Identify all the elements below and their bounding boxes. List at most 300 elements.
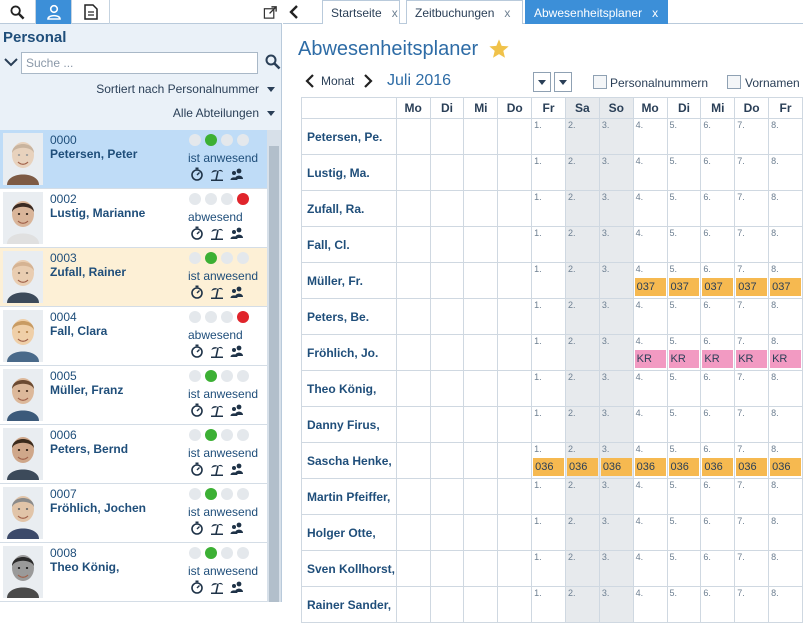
- row-employee-name[interactable]: Lustig, Ma.: [302, 155, 397, 191]
- chevron-left-icon[interactable]: [305, 74, 315, 88]
- day-number: 2.: [567, 192, 576, 202]
- day-cell[interactable]: [769, 479, 803, 515]
- absence-entry[interactable]: KR: [702, 350, 733, 368]
- avatar: [3, 192, 43, 244]
- employee-list-item[interactable]: [0, 130, 267, 189]
- day-cell[interactable]: [498, 191, 532, 227]
- day-number: 3.: [601, 372, 610, 382]
- employee-list-item[interactable]: [0, 425, 267, 484]
- day-cell[interactable]: [735, 407, 769, 443]
- day-cell[interactable]: [464, 479, 498, 515]
- team-icon[interactable]: [230, 462, 244, 476]
- day-cell[interactable]: [498, 371, 532, 407]
- day-cell[interactable]: [667, 479, 701, 515]
- day-cell[interactable]: [633, 119, 667, 155]
- day-cell[interactable]: [599, 191, 633, 227]
- close-icon[interactable]: x: [652, 5, 659, 20]
- tab-zeitbuchungen[interactable]: [406, 0, 523, 24]
- day-cell[interactable]: [498, 515, 532, 551]
- day-cell[interactable]: [667, 119, 701, 155]
- employee-actions: [190, 167, 244, 181]
- day-cell[interactable]: [532, 443, 566, 479]
- day-cell[interactable]: [532, 335, 566, 371]
- search-input[interactable]: [21, 52, 258, 74]
- day-cell[interactable]: [633, 335, 667, 371]
- day-cell[interactable]: [565, 479, 599, 515]
- day-cell[interactable]: [599, 155, 633, 191]
- day-cell[interactable]: [599, 443, 633, 479]
- vacation-icon[interactable]: [210, 167, 224, 181]
- day-cell[interactable]: [599, 299, 633, 335]
- day-cell[interactable]: [633, 227, 667, 263]
- day-cell[interactable]: [430, 587, 464, 623]
- absence-entry[interactable]: KR: [736, 350, 767, 368]
- day-cell[interactable]: [599, 407, 633, 443]
- day-cell[interactable]: [498, 443, 532, 479]
- employee-list-item[interactable]: [0, 307, 267, 366]
- sort-select[interactable]: [96, 82, 275, 96]
- day-cell[interactable]: [769, 587, 803, 623]
- day-number: 4.: [635, 264, 644, 274]
- day-cell[interactable]: [396, 407, 430, 443]
- row-employee-name[interactable]: Müller, Fr.: [302, 263, 397, 299]
- status-dot: [221, 193, 233, 205]
- day-cell[interactable]: [769, 227, 803, 263]
- employee-list-item[interactable]: [0, 248, 267, 307]
- absence-entry[interactable]: KR: [635, 350, 666, 368]
- day-cell[interactable]: [701, 119, 735, 155]
- avatar: [3, 251, 43, 303]
- day-cell[interactable]: [464, 191, 498, 227]
- day-cell[interactable]: [769, 191, 803, 227]
- vacation-icon[interactable]: [210, 521, 224, 535]
- day-cell[interactable]: [464, 443, 498, 479]
- day-cell[interactable]: [464, 515, 498, 551]
- day-cell[interactable]: [532, 155, 566, 191]
- day-number: 4.: [635, 444, 644, 454]
- absence-entry[interactable]: 036: [770, 458, 801, 476]
- search-icon[interactable]: [265, 54, 281, 70]
- day-cell[interactable]: [565, 119, 599, 155]
- day-cell[interactable]: [532, 299, 566, 335]
- day-number: 3.: [601, 408, 610, 418]
- day-cell[interactable]: [667, 407, 701, 443]
- day-cell[interactable]: [565, 263, 599, 299]
- day-cell[interactable]: [599, 227, 633, 263]
- day-cell[interactable]: [430, 155, 464, 191]
- absence-entry[interactable]: 036: [601, 458, 632, 476]
- day-cell[interactable]: [430, 227, 464, 263]
- day-cell[interactable]: [430, 335, 464, 371]
- day-cell[interactable]: [735, 443, 769, 479]
- chevron-down-icon[interactable]: [3, 54, 19, 70]
- absence-entry[interactable]: 036: [736, 458, 767, 476]
- day-cell[interactable]: [735, 479, 769, 515]
- row-employee-name[interactable]: Theo König,: [302, 371, 397, 407]
- day-cell[interactable]: [396, 119, 430, 155]
- day-number: 2.: [567, 336, 576, 346]
- day-cell[interactable]: [498, 479, 532, 515]
- day-number: 2.: [567, 408, 576, 418]
- stopwatch-icon[interactable]: [190, 403, 204, 417]
- employee-name: Petersen, Peter: [50, 147, 138, 161]
- day-cell[interactable]: [735, 191, 769, 227]
- day-cell[interactable]: [430, 371, 464, 407]
- day-cell[interactable]: [464, 119, 498, 155]
- day-cell[interactable]: [599, 551, 633, 587]
- day-cell[interactable]: [735, 227, 769, 263]
- day-cell[interactable]: [464, 551, 498, 587]
- employee-actions: [190, 226, 244, 240]
- row-employee-name[interactable]: Sven Kollhorst,: [302, 551, 397, 587]
- day-cell[interactable]: [667, 515, 701, 551]
- day-cell[interactable]: [769, 551, 803, 587]
- day-cell[interactable]: [769, 299, 803, 335]
- day-cell[interactable]: [667, 335, 701, 371]
- day-cell[interactable]: [633, 587, 667, 623]
- star-icon[interactable]: [488, 38, 510, 60]
- day-cell[interactable]: [430, 407, 464, 443]
- team-icon[interactable]: [230, 167, 244, 181]
- day-number: 2.: [567, 300, 576, 310]
- stopwatch-icon[interactable]: [190, 580, 204, 594]
- day-cell[interactable]: [599, 587, 633, 623]
- absence-entry[interactable]: 036: [533, 458, 564, 476]
- day-cell[interactable]: [565, 407, 599, 443]
- day-cell[interactable]: [532, 479, 566, 515]
- day-cell[interactable]: [396, 371, 430, 407]
- day-number: 8.: [771, 480, 779, 490]
- day-cell[interactable]: [633, 407, 667, 443]
- day-cell[interactable]: [735, 587, 769, 623]
- day-cell[interactable]: [667, 371, 701, 407]
- day-cell[interactable]: [701, 587, 735, 623]
- day-cell[interactable]: [667, 227, 701, 263]
- close-icon[interactable]: x: [504, 5, 511, 20]
- team-icon[interactable]: [230, 580, 244, 594]
- day-cell[interactable]: [667, 551, 701, 587]
- team-icon[interactable]: [230, 226, 244, 240]
- absence-entry[interactable]: 036: [669, 458, 700, 476]
- day-cell[interactable]: [633, 299, 667, 335]
- employee-list-item[interactable]: [0, 366, 267, 425]
- absence-entry[interactable]: 037: [702, 278, 733, 296]
- day-number: 1.: [534, 264, 542, 274]
- day-cell[interactable]: [498, 407, 532, 443]
- day-cell[interactable]: [532, 407, 566, 443]
- close-icon[interactable]: x: [391, 5, 398, 20]
- day-cell[interactable]: [701, 515, 735, 551]
- day-cell[interactable]: [396, 443, 430, 479]
- row-employee-name[interactable]: Peters, Be.: [302, 299, 397, 335]
- personnel-tool-button[interactable]: [36, 0, 72, 24]
- day-cell[interactable]: [498, 587, 532, 623]
- day-cell[interactable]: [464, 299, 498, 335]
- day-cell[interactable]: [498, 551, 532, 587]
- day-number: 4.: [635, 372, 644, 382]
- day-cell[interactable]: [701, 335, 735, 371]
- search-tool-button[interactable]: [0, 0, 36, 24]
- row-employee-name[interactable]: Rainer Sander,: [302, 587, 397, 623]
- employee-row: [302, 227, 803, 263]
- day-cell[interactable]: [769, 335, 803, 371]
- day-cell[interactable]: [396, 515, 430, 551]
- stopwatch-icon[interactable]: [190, 521, 204, 535]
- day-cell[interactable]: [667, 443, 701, 479]
- day-cell[interactable]: [396, 479, 430, 515]
- day-cell[interactable]: [565, 587, 599, 623]
- day-cell[interactable]: [396, 587, 430, 623]
- day-cell[interactable]: [396, 191, 430, 227]
- row-employee-name[interactable]: Fröhlich, Jo.: [302, 335, 397, 371]
- day-cell[interactable]: [633, 515, 667, 551]
- vacation-icon[interactable]: [210, 344, 224, 358]
- row-employee-name[interactable]: Fall, Cl.: [302, 227, 397, 263]
- day-cell[interactable]: [769, 407, 803, 443]
- day-cell[interactable]: [396, 155, 430, 191]
- day-cell[interactable]: [633, 155, 667, 191]
- day-cell[interactable]: [498, 227, 532, 263]
- day-cell[interactable]: [701, 443, 735, 479]
- presence-status: ist anwesend: [188, 564, 259, 578]
- day-cell[interactable]: [599, 335, 633, 371]
- tab-abwesenheitsplaner[interactable]: [525, 0, 668, 24]
- day-cell[interactable]: [430, 443, 464, 479]
- stopwatch-icon[interactable]: [190, 226, 204, 240]
- day-cell[interactable]: [498, 119, 532, 155]
- row-employee-name[interactable]: Sascha Henke,: [302, 443, 397, 479]
- day-cell[interactable]: [701, 551, 735, 587]
- day-cell[interactable]: [532, 263, 566, 299]
- day-cell[interactable]: [498, 335, 532, 371]
- day-cell[interactable]: [667, 263, 701, 299]
- year-dropdown[interactable]: [554, 72, 572, 92]
- status-dot: [205, 488, 217, 500]
- day-cell[interactable]: [565, 335, 599, 371]
- row-employee-name[interactable]: Petersen, Pe.: [302, 119, 397, 155]
- day-number: 7.: [737, 408, 745, 418]
- day-cell[interactable]: [464, 227, 498, 263]
- row-employee-name[interactable]: Zufall, Ra.: [302, 191, 397, 227]
- day-number: 4.: [635, 336, 644, 346]
- day-cell[interactable]: [735, 371, 769, 407]
- vacation-icon[interactable]: [210, 403, 224, 417]
- day-cell[interactable]: [735, 263, 769, 299]
- absence-entry[interactable]: 037: [635, 278, 666, 296]
- day-cell[interactable]: [532, 371, 566, 407]
- employee-list-item[interactable]: [0, 543, 267, 602]
- day-cell[interactable]: [599, 263, 633, 299]
- day-cell[interactable]: [633, 263, 667, 299]
- day-cell[interactable]: [565, 551, 599, 587]
- day-cell[interactable]: [430, 119, 464, 155]
- day-number: 8.: [771, 552, 779, 562]
- tab-startseite[interactable]: [322, 0, 400, 24]
- day-cell[interactable]: [735, 119, 769, 155]
- absence-entry[interactable]: 036: [635, 458, 666, 476]
- day-cell[interactable]: [701, 227, 735, 263]
- absence-entry[interactable]: 037: [669, 278, 700, 296]
- day-cell[interactable]: [701, 191, 735, 227]
- day-cell[interactable]: [396, 335, 430, 371]
- day-cell[interactable]: [633, 191, 667, 227]
- day-cell[interactable]: [430, 479, 464, 515]
- day-number: 5.: [669, 480, 678, 490]
- day-cell[interactable]: [599, 479, 633, 515]
- team-icon[interactable]: [230, 285, 244, 299]
- day-cell[interactable]: [430, 263, 464, 299]
- employee-number: 0007: [50, 487, 77, 501]
- period-unit-label[interactable]: Monat: [321, 74, 355, 88]
- day-number: 3.: [601, 228, 610, 238]
- employee-list-item[interactable]: [0, 189, 267, 248]
- day-cell[interactable]: [633, 443, 667, 479]
- absence-entry[interactable]: 037: [736, 278, 767, 296]
- status-dot: [189, 311, 201, 323]
- tab-label: Abwesenheitsplaner: [534, 5, 643, 20]
- day-cell[interactable]: [701, 263, 735, 299]
- day-cell[interactable]: [565, 155, 599, 191]
- day-cell[interactable]: [430, 515, 464, 551]
- day-cell[interactable]: [430, 551, 464, 587]
- month-dropdown[interactable]: [533, 72, 551, 92]
- stopwatch-icon[interactable]: [190, 285, 204, 299]
- presence-status: ist anwesend: [188, 446, 259, 460]
- day-cell[interactable]: [532, 227, 566, 263]
- absence-entry[interactable]: 036: [702, 458, 733, 476]
- status-dot: [205, 252, 217, 264]
- day-cell[interactable]: [701, 407, 735, 443]
- presence-status: ist anwesend: [188, 387, 259, 401]
- day-number: 1.: [534, 228, 542, 238]
- day-cell[interactable]: [633, 371, 667, 407]
- employee-list-item[interactable]: [0, 484, 267, 543]
- vornamen-checkbox[interactable]: [727, 75, 741, 89]
- day-cell[interactable]: [735, 335, 769, 371]
- day-cell[interactable]: [735, 551, 769, 587]
- day-cell[interactable]: [464, 587, 498, 623]
- day-cell[interactable]: [565, 443, 599, 479]
- row-employee-name[interactable]: Martin Pfeiffer,: [302, 479, 397, 515]
- day-cell[interactable]: [599, 515, 633, 551]
- absence-entry[interactable]: 036: [567, 458, 598, 476]
- day-cell[interactable]: [769, 443, 803, 479]
- day-cell[interactable]: [464, 155, 498, 191]
- day-cell[interactable]: [396, 551, 430, 587]
- vacation-icon[interactable]: [210, 226, 224, 240]
- day-cell[interactable]: [464, 407, 498, 443]
- team-icon[interactable]: [230, 344, 244, 358]
- personalnummern-checkbox[interactable]: [593, 75, 607, 89]
- day-cell[interactable]: [667, 191, 701, 227]
- document-tool-button[interactable]: [72, 0, 110, 24]
- employee-row: [302, 119, 803, 155]
- day-cell[interactable]: [633, 551, 667, 587]
- day-cell[interactable]: [565, 227, 599, 263]
- day-cell[interactable]: [464, 335, 498, 371]
- day-cell[interactable]: [565, 299, 599, 335]
- day-cell[interactable]: [464, 371, 498, 407]
- day-cell[interactable]: [667, 299, 701, 335]
- department-select[interactable]: [173, 106, 275, 120]
- vacation-icon[interactable]: [210, 285, 224, 299]
- day-cell[interactable]: [565, 191, 599, 227]
- day-cell[interactable]: [701, 371, 735, 407]
- day-cell[interactable]: [430, 299, 464, 335]
- day-cell[interactable]: [769, 263, 803, 299]
- day-cell[interactable]: [565, 371, 599, 407]
- day-cell[interactable]: [701, 155, 735, 191]
- row-employee-name[interactable]: Holger Otte,: [302, 515, 397, 551]
- absence-entry[interactable]: KR: [669, 350, 700, 368]
- day-cell[interactable]: [532, 587, 566, 623]
- day-cell[interactable]: [532, 551, 566, 587]
- vacation-icon[interactable]: [210, 580, 224, 594]
- page-title: Abwesenheitsplaner: [298, 38, 479, 60]
- day-cell[interactable]: [769, 371, 803, 407]
- employee-actions: [190, 344, 244, 358]
- employee-name: Lustig, Marianne: [50, 206, 146, 220]
- employee-list-scrollbar[interactable]: [267, 130, 281, 602]
- vacation-icon[interactable]: [210, 462, 224, 476]
- expand-panel-button[interactable]: [258, 0, 282, 24]
- day-cell[interactable]: [498, 263, 532, 299]
- day-cell[interactable]: [532, 515, 566, 551]
- day-number: 5.: [669, 372, 678, 382]
- day-cell[interactable]: [701, 479, 735, 515]
- row-employee-name[interactable]: Danny Firus,: [302, 407, 397, 443]
- day-header: Mo: [633, 98, 667, 119]
- stopwatch-icon[interactable]: [190, 167, 204, 181]
- day-cell[interactable]: [498, 299, 532, 335]
- day-cell[interactable]: [599, 371, 633, 407]
- day-number: 5.: [669, 408, 678, 418]
- team-icon[interactable]: [230, 521, 244, 535]
- day-number: 3.: [601, 192, 610, 202]
- day-number: 5.: [669, 156, 678, 166]
- day-cell[interactable]: [396, 227, 430, 263]
- day-cell[interactable]: [769, 515, 803, 551]
- day-cell[interactable]: [464, 263, 498, 299]
- day-cell[interactable]: [667, 155, 701, 191]
- day-cell[interactable]: [532, 119, 566, 155]
- chevron-left-icon[interactable]: [287, 4, 301, 20]
- day-cell[interactable]: [769, 119, 803, 155]
- team-icon[interactable]: [230, 403, 244, 417]
- stopwatch-icon[interactable]: [190, 344, 204, 358]
- day-cell[interactable]: [667, 587, 701, 623]
- day-cell[interactable]: [633, 479, 667, 515]
- day-cell[interactable]: [396, 263, 430, 299]
- scrollbar-thumb[interactable]: [269, 146, 279, 602]
- day-cell[interactable]: [532, 191, 566, 227]
- day-cell[interactable]: [735, 155, 769, 191]
- day-cell[interactable]: [498, 155, 532, 191]
- chevron-right-icon[interactable]: [363, 74, 373, 88]
- stopwatch-icon[interactable]: [190, 462, 204, 476]
- day-cell[interactable]: [735, 299, 769, 335]
- day-cell[interactable]: [769, 155, 803, 191]
- day-cell[interactable]: [599, 119, 633, 155]
- day-cell[interactable]: [735, 515, 769, 551]
- day-cell[interactable]: [565, 515, 599, 551]
- absence-entry[interactable]: 037: [770, 278, 801, 296]
- day-cell[interactable]: [396, 299, 430, 335]
- day-cell[interactable]: [701, 299, 735, 335]
- day-number: 6.: [703, 120, 711, 130]
- day-cell[interactable]: [430, 191, 464, 227]
- absence-entry[interactable]: KR: [770, 350, 801, 368]
